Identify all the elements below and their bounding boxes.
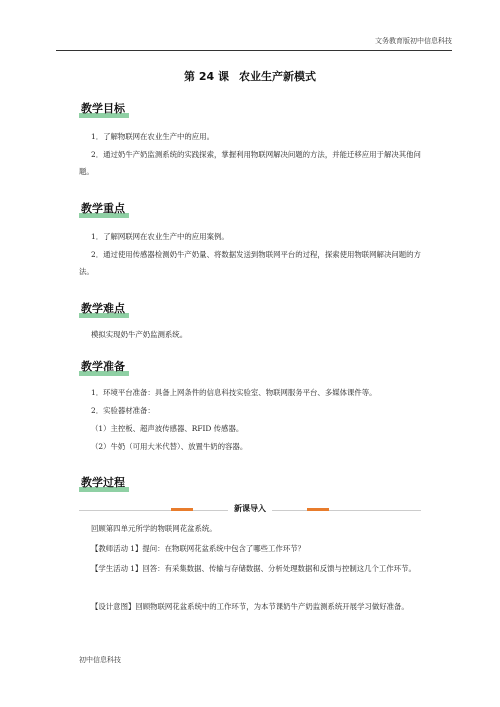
process-paragraph-3: 【学生活动 1】回答：有采集数据、传输与存储数据、分析处理数据和反馈与控制这几个工作环节。 [91, 564, 416, 573]
section-heading-goals [79, 100, 127, 118]
process-paragraph-2: 【教师活动 1】提问：在物联网花盆系统中包含了哪些工作环节？ [91, 544, 305, 553]
section-heading-process [79, 474, 127, 492]
preparation-item-3: （1）主控板、超声波传感器、RFID 传感器。 [91, 424, 244, 433]
preparation-item-2: 2．实验器材准备： [91, 406, 155, 415]
preparation-item-1: 1．环境平台准备：具备上网条件的信息科技实验室、物联网服务平台、多媒体课件等。 [91, 388, 377, 397]
subsection-title [79, 503, 421, 514]
section-heading-text: 教学准备 [81, 360, 125, 373]
section-heading-key-points [79, 200, 127, 218]
key-points-item-1: 1．了解网联网在农业生产中的应用案例。 [91, 232, 229, 241]
subsection-title-text: 新课导入 [228, 504, 272, 513]
lesson-title [0, 68, 500, 84]
section-heading-text: 教学目标 [81, 102, 125, 115]
section-heading-text: 教学重点 [81, 202, 125, 215]
header-divider [56, 50, 452, 51]
process-paragraph-4: 【设计意图】回顾物联网花盆系统中的工作环节，为本节课奶牛产奶监测系统开展学习做好准备。 [91, 602, 409, 611]
section-heading-preparation [79, 358, 127, 376]
difficulties-item-1: 模拟实现奶牛产奶监测系统。 [91, 330, 188, 339]
goals-item-2: 2．通过奶牛产奶监测系统的实践探索，掌握利用物联网解决问题的方法，并能迁移应用于解决其他问题。 [79, 150, 421, 176]
process-paragraph-1: 回顾第四单元所学的物联网花盆系统。 [91, 524, 217, 533]
goals-item-1: 1．了解物联网在农业生产中的应用。 [91, 132, 214, 141]
section-heading-text: 教学难点 [81, 302, 125, 315]
lesson-number: 第 24 课 [184, 70, 229, 83]
lesson-name: 农业生产新模式 [238, 70, 316, 83]
page-footer: 初中信息科技 [79, 656, 121, 664]
running-header: 文务教育版初中信息科技 [375, 37, 452, 45]
section-heading-text: 教学过程 [81, 476, 125, 489]
preparation-item-4: （2）牛奶（可用大米代替）、放置牛奶的容器。 [91, 442, 248, 451]
section-heading-difficulties [79, 300, 127, 318]
key-points-item-2: 2．通过使用传感器检测奶牛产奶量、将数据发送到物联网平台的过程，探索使用物联网解决问题的方法。 [79, 250, 421, 276]
subsection-bar [79, 503, 421, 517]
